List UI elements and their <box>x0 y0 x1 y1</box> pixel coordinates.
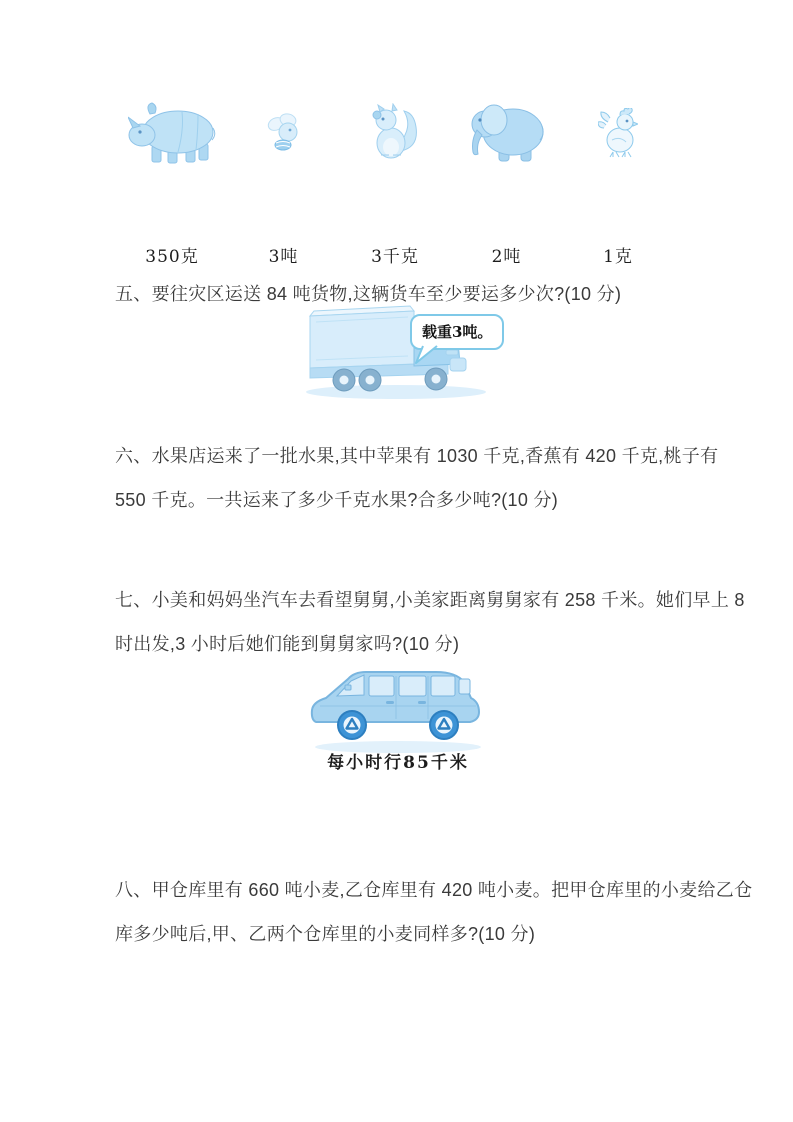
van-caption: 每小时行85千米 <box>327 753 469 773</box>
matching-weights-row <box>122 242 668 267</box>
question-7 <box>115 578 745 666</box>
weight-label: 350克 <box>145 247 199 267</box>
question-6-text-line1: 六、水果店运来了一批水果,其中苹果有 1030 千克,香蕉有 420 千克,桃子有 <box>115 446 719 466</box>
elephant-image <box>469 102 545 164</box>
matching-animals-row <box>122 98 668 166</box>
question-8-text-line2: 库多少吨后,甲、乙两个仓库里的小麦同样多?(10 分) <box>115 924 536 944</box>
speech-bubble-text: 载重3吨。 <box>422 323 493 341</box>
animal-cell-bee <box>234 112 334 166</box>
question-7-text-line2: 时出发,3 小时后她们能到舅舅家吗?(10 分) <box>115 634 460 654</box>
speech-bubble-tail-icon <box>415 345 439 365</box>
question-8-text-line1: 八、甲仓库里有 660 吨小麦,乙仓库里有 420 吨小麦。把甲仓库里的小麦给乙仓 <box>115 880 753 900</box>
van-figure <box>308 662 488 754</box>
rooster-image <box>598 108 638 158</box>
weight-label: 2吨 <box>491 247 522 267</box>
question-6 <box>115 434 719 522</box>
animal-cell-elephant <box>457 102 557 166</box>
question-8 <box>115 868 753 956</box>
weight-label: 3吨 <box>268 247 299 267</box>
question-6-text-line2: 550 千克。一共运来了多少千克水果?合多少吨?(10 分) <box>115 490 559 510</box>
bee-image <box>264 112 304 154</box>
question-7-text-line1: 七、小美和妈妈坐汽车去看望舅舅,小美家距离舅舅家有 258 千米。她们早上 8 <box>115 590 745 610</box>
question-5-text: 五、要往灾区运送 84 吨货物,这辆货车至少要运多少次?(10 分) <box>115 284 622 304</box>
squirrel-image <box>371 103 419 161</box>
speech-bubble <box>410 314 504 350</box>
animal-cell-squirrel <box>345 103 445 166</box>
animal-cell-rhino <box>122 102 222 166</box>
van-image <box>308 662 488 754</box>
weight-label: 3千克 <box>371 247 419 267</box>
rhino-image <box>128 102 216 166</box>
weight-label: 1克 <box>603 247 633 267</box>
animal-cell-rooster <box>568 108 668 166</box>
